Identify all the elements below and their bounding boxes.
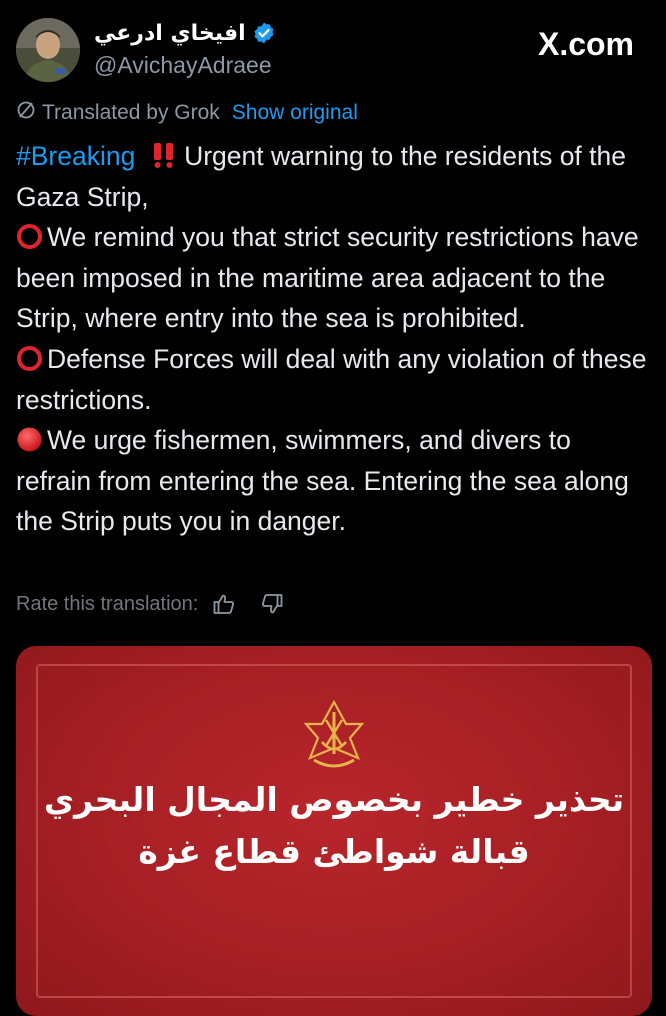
post-paragraph-3	[16, 339, 652, 420]
post-paragraph-4	[16, 420, 652, 542]
red-circle-outline-icon	[16, 221, 43, 248]
grok-translate-icon	[16, 100, 36, 126]
post-text	[16, 136, 652, 542]
post-para-4-text: We urge fishermen, swimmers, and divers to refrain from entering the sea. Entering the sea along the Strip puts you in danger.	[16, 425, 629, 537]
brand-label: X.com	[537, 26, 634, 62]
display-name[interactable]: افيخاي ادرعي	[94, 20, 246, 46]
post-para-3-text: Defense Forces will deal with any violation of these restrictions.	[16, 343, 647, 415]
avatar[interactable]	[16, 18, 80, 82]
post-paragraph-2	[16, 217, 652, 339]
post-line-1: Urgent warning to the residents of the Gaza Strip,	[16, 141, 626, 212]
verified-badge-icon	[252, 21, 276, 45]
thumbs-up-icon[interactable]	[212, 592, 236, 616]
translation-bar	[16, 100, 358, 126]
show-original-link[interactable]: Show original	[231, 101, 358, 124]
rate-translation-bar	[16, 592, 284, 616]
red-circle-outline-icon	[16, 343, 43, 370]
media-headline-line-1: تحذير خطير بخصوص المجال البحري	[43, 780, 625, 819]
translated-by-label: Translated by Grok	[42, 101, 220, 124]
hashtag-link[interactable]: #Breaking	[16, 141, 136, 171]
post-para-2-text: We remind you that strict security restrictions have been imposed in the maritime area adjacent to the Strip, where entry into the sea is prohibited.	[16, 222, 639, 334]
post-media-image[interactable]	[16, 646, 652, 1016]
rate-translation-label: Rate this translation:	[16, 592, 199, 615]
idf-emblem-icon	[300, 698, 368, 776]
media-headline-line-2: قبالة شواطئ قطاع غزة	[138, 832, 530, 871]
post-paragraph-1	[16, 136, 652, 217]
name-block	[94, 16, 276, 79]
double-exclamation-icon	[143, 141, 184, 171]
red-circle-filled-icon	[16, 424, 43, 451]
handle[interactable]: @AvichayAdraee	[94, 52, 272, 78]
thumbs-down-icon[interactable]	[260, 592, 284, 616]
post-header	[16, 14, 650, 84]
